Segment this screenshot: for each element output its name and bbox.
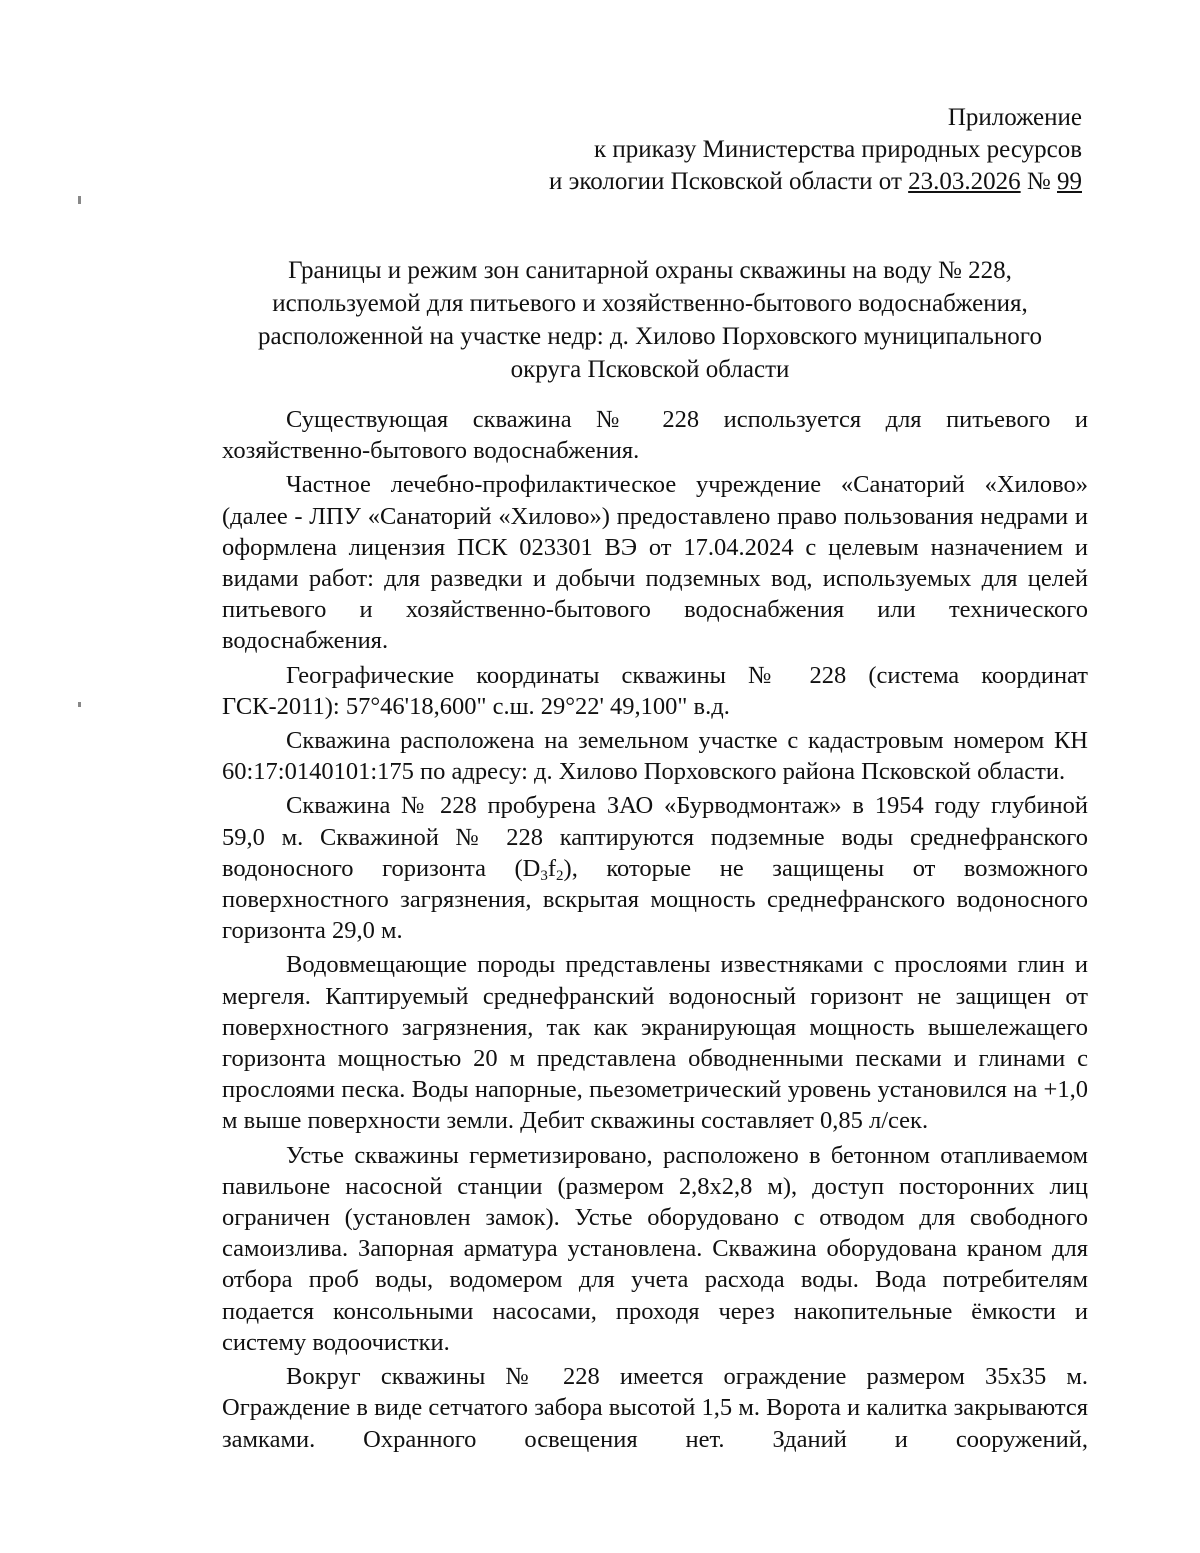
appendix-header [549, 102, 1082, 198]
title-line: используемой для питьевого и хозяйственно-бытового водоснабжения, [272, 290, 1028, 317]
scan-mark [78, 196, 81, 204]
order-ministry-text: и экологии Псковской области от [549, 168, 909, 195]
title-line: Границы и режим зон санитарной охраны скважины на воду № 228, [288, 257, 1012, 284]
paragraph: Устье скважины герметизировано, расположено в бетонном отапливаемом павильоне насосной станции (размером 2,8х2,8 м), доступ посторонних лиц ограничен (установлен замок). Устье оборудовано с отводом для свободного самоизлива. Запорная арматура установлена. Скважина оборудована краном для отбора проб воды, водомером для учета расхода воды. Вода потребителям подается консольными насосами, проходя через накопительные ёмкости и систему водоочистки. [222, 1141, 1088, 1356]
order-date: 23.03.2026 [908, 168, 1021, 195]
appendix-label: Приложение [947, 104, 1082, 131]
paragraph-text: ), которые не защищены от возможного поверхностного загрязнения, вскрытая мощность среднефранского водоносного горизонта 29,0 м. [222, 854, 1088, 945]
order-date-line [549, 166, 1082, 198]
paragraph: Водовмещающие породы представлены известняками с прослоями глин и мергеля. Каптируемый среднефранский водоносный горизонт не защищен от поверхностного загрязнения, так как экранирующая мощность вышележащего горизонта мощностью 20 м представлена обводненными песками и глинами с прослоями песка. Воды напорные, пьезометрический уровень установился на +1,0 м выше поверхности земли. Дебит скважины составляет 0,85 л/сек. [222, 951, 1088, 1135]
number-sign: № [1020, 168, 1057, 195]
title-line: округа Псковской области [510, 356, 790, 383]
subscript: 2 [556, 867, 564, 884]
subscript: 3 [540, 867, 548, 884]
document-title [200, 254, 1100, 386]
paragraph: Скважина расположена на земельном участке с кадастровым номером КН 60:17:0140101:175 по адресу: д. Хилово Порховского района Псковской области. [222, 727, 1088, 786]
title-line: расположенной на участке недр: д. Хилово Порховского муниципального [258, 323, 1042, 350]
paragraph [222, 790, 1088, 946]
scan-mark [78, 702, 81, 707]
paragraph-text: f [547, 854, 557, 882]
paragraph: Существующая скважина № 228 используется для питьевого и хозяйственно-бытового водоснабжения. [222, 406, 1088, 465]
paragraph: Вокруг скважины № 228 имеется ограждение размером 35х35 м. Ограждение в виде сетчатого забора высотой 1,5 м. Ворота и калитка закрываются замками. Охранного освещения нет. Зданий и сооружений, [222, 1363, 1088, 1453]
paragraph-text: Скважина № 228 пробурена ЗАО «Бурводмонтаж» в 1954 году глубиной 59,0 м. Скважиной № 228 каптируются подземные воды среднефранского водоносного горизонта (D [222, 792, 1088, 882]
order-number: 99 [1057, 168, 1082, 195]
document-body [222, 404, 1088, 1455]
paragraph: Географические координаты скважины № 228 (система координат ГСК-2011): 57°46'18,600" с.ш. 29°22' 49,100" в.д. [222, 661, 1088, 720]
paragraph: Частное лечебно-профилактическое учреждение «Санаторий «Хилово» (далее - ЛПУ «Санаторий «Хилово») предоставлено право пользования недрами и оформлена лицензия ПСК 023301 ВЭ от 17.04.2024 с целевым назначением и видами работ: для разведки и добычи подземных вод, используемых для целей питьевого и хозяйственно-бытового водоснабжения или технического водоснабжения. [222, 471, 1088, 655]
order-reference-line: к приказу Министерства природных ресурсов [593, 136, 1082, 163]
